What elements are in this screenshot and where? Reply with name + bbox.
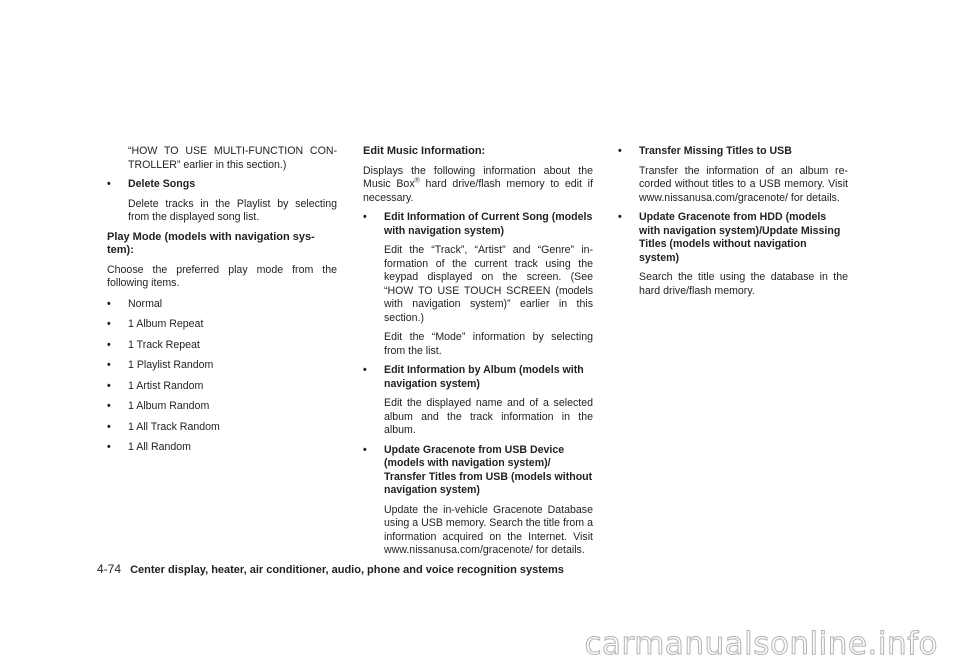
column-middle [363, 145, 593, 558]
mode-label: 1 All Track Random [128, 420, 220, 433]
bullet-update-from-hdd [618, 211, 848, 265]
play-mode-text: Choose the preferred play mode from the following items. [107, 263, 337, 289]
list-item [107, 339, 337, 353]
mode-label: 1 Track Repeat [128, 338, 200, 351]
mode-label: 1 Album Repeat [128, 318, 204, 330]
edit-music-info-heading: Edit Music Information: [363, 145, 486, 157]
bullet-update-from-usb [363, 444, 593, 498]
delete-songs-text: Delete tracks in the Playlist by selecting from the displayed song list. [128, 197, 337, 223]
mode-label: 1 Artist Random [128, 379, 204, 392]
update-from-hdd-text: Search the title using the database in the hard drive/flash memory. [639, 271, 848, 297]
bullet-glyph: • [107, 441, 111, 453]
list-item [107, 380, 337, 394]
update-from-usb-heading: Update Gracenote from USB Device (models with navigation system)/ Transfer Titles from USB (models without navigation system) [384, 443, 593, 496]
bullet-glyph: • [363, 364, 367, 376]
list-item [107, 318, 337, 332]
bullet-current-song [363, 211, 593, 238]
bullet-glyph: • [107, 379, 111, 392]
bullet-glyph: • [107, 178, 111, 190]
page-number: 4-74 [97, 562, 122, 576]
list-item [107, 441, 337, 455]
bullet-glyph: • [107, 338, 111, 351]
bullet-transfer-missing [618, 145, 848, 159]
list-item [107, 298, 337, 312]
bullet-glyph: • [363, 211, 367, 223]
transfer-missing-heading: Transfer Missing Titles to USB [639, 145, 792, 157]
list-item [107, 359, 337, 373]
mode-label: 1 All Random [128, 441, 192, 453]
watermark: carmanualsonline.info [584, 626, 938, 662]
bullet-glyph: • [363, 443, 367, 456]
section-title: Center display, heater, air conditioner, audio, phone and voice recognition systems [130, 564, 564, 576]
bullet-glyph: • [618, 145, 622, 157]
column-right [618, 145, 848, 298]
current-song-text: Edit the “Track”, “Artist” and “Genre” information of the current track using the keypad displayed on the screen. (See “HOW TO USE TOUCH SCREEN (models with navigation system)” earlier in this section.) [384, 244, 593, 324]
update-from-usb-text: Update the in-vehicle Gracenote Database using a USB memory. Search the title from a information acquired on the Internet. Visit www.nissanusa.com/gracenote/ for details. [384, 503, 593, 556]
page-footer [97, 562, 564, 576]
edit-text-part-b: hard drive/flash memory to edit if necessary. [363, 178, 593, 204]
current-song-heading: Edit Information of Current Song (models with navigation system) [384, 211, 593, 237]
transfer-missing-text: Transfer the information of an album recorded without titles to a USB memory. Visit www.nissanusa.com/gracenote/ for details. [639, 164, 848, 204]
edit-by-album-text: Edit the displayed name and of a selected album and the track information in the album. [384, 397, 593, 436]
bullet-glyph: • [107, 420, 111, 433]
edit-music-info-text [363, 165, 593, 206]
mode-label: 1 Playlist Random [128, 359, 214, 371]
update-from-hdd-heading: Update Gracenote from HDD (models with navigation system)/Update Missing Titles (models without navigation system) [639, 211, 841, 264]
play-mode-heading: Play Mode (models with navigation system): [107, 230, 315, 256]
bullet-glyph: • [107, 297, 111, 310]
delete-songs-heading: Delete Songs [128, 178, 196, 190]
play-mode-list [107, 298, 337, 455]
bullet-delete-songs [107, 178, 337, 192]
mode-label: 1 Album Random [128, 400, 210, 412]
bullet-edit-by-album [363, 364, 593, 391]
mode-label: Normal [128, 297, 163, 310]
column-left [107, 145, 337, 455]
registered-mark: ® [414, 177, 420, 185]
bullet-glyph: • [107, 400, 111, 412]
bullet-glyph: • [107, 318, 111, 330]
edit-text-part-a: Displays the following information about the Music Box [363, 164, 593, 190]
list-item [107, 421, 337, 435]
list-item [107, 400, 337, 414]
mode-info-text: Edit the “Mode” information by selecting from the list. [384, 331, 593, 357]
bullet-glyph: • [107, 359, 111, 371]
continued-text: “HOW TO USE MULTI-FUNCTION CONTROLLER” earlier in this section.) [128, 145, 337, 171]
bullet-glyph: • [618, 211, 622, 223]
edit-by-album-heading: Edit Information by Album (models with navigation system) [384, 364, 584, 390]
